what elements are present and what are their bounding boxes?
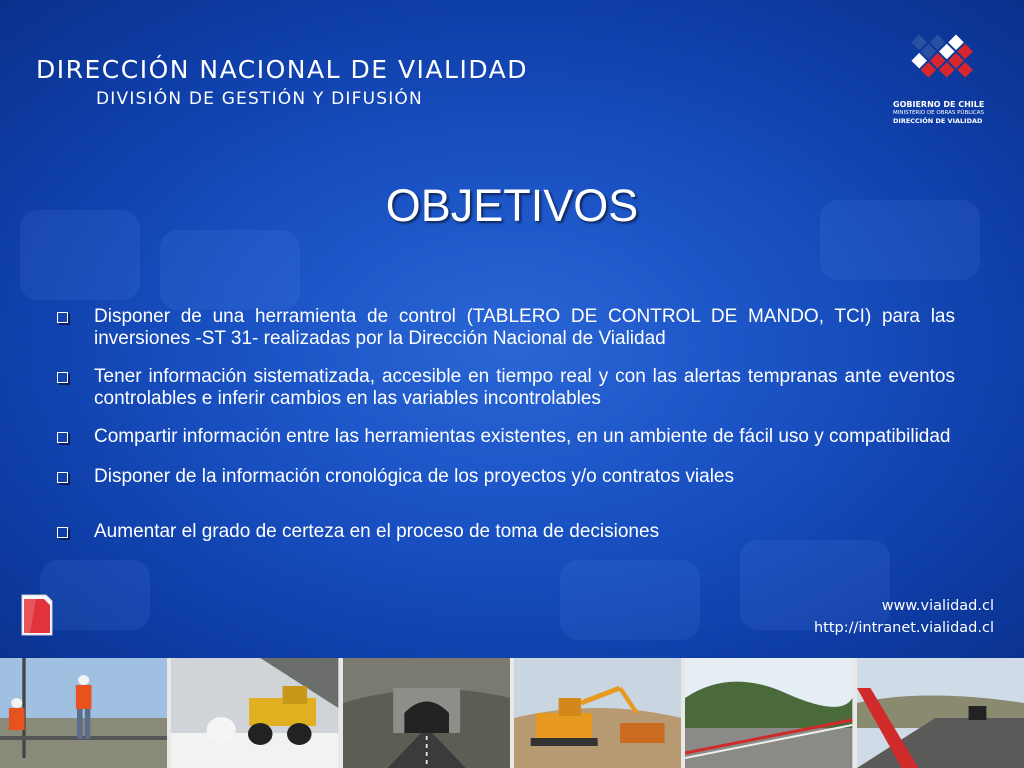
header-title: DIRECCIÓN NACIONAL DE VIALIDAD	[36, 55, 528, 84]
snow-grader-photo	[171, 658, 338, 768]
list-item	[55, 521, 955, 543]
coastal-road-photo	[685, 658, 852, 768]
construction-workers-photo	[0, 658, 167, 768]
list-item	[55, 466, 955, 488]
checkbox-bullet-icon	[57, 527, 68, 538]
checkbox-bullet-icon	[57, 432, 68, 443]
list-item-text: Compartir información entre las herramientas existentes, en un ambiente de fácil uso y compatibilidad	[94, 426, 951, 447]
list-item-text: Disponer de la información cronológica de los proyectos y/o contratos viales	[94, 466, 734, 487]
header-subtitle: DIVISIÓN DE GESTIÓN Y DIFUSIÓN	[96, 89, 423, 109]
photo-strip	[0, 658, 1024, 768]
checkbox-bullet-icon	[57, 372, 68, 383]
document-icon[interactable]	[20, 593, 54, 637]
intranet-link[interactable]: http://intranet.vialidad.cl	[813, 620, 994, 636]
bg-decoration	[160, 230, 300, 310]
list-item-text: Aumentar el grado de certeza en el proceso de toma de decisiones	[94, 521, 660, 542]
website-link[interactable]: www.vialidad.cl	[881, 598, 994, 614]
list-item	[55, 426, 955, 448]
list-item-text: Tener información sistematizada, accesible en tiempo real y con las alertas tempranas ante eventos controlables e inferir cambios en las variables incontrolables	[94, 366, 955, 409]
logo-text-ministerio: MINISTERIO DE OBRAS PÚBLICAS	[893, 110, 985, 116]
list-item-text: Disponer de una herramienta de control (TABLERO DE CONTROL DE MANDO, TCI) para las inversiones -ST 31- realizadas por la Dirección Nacional de Vialidad	[94, 306, 955, 349]
logo-text-gobierno: GOBIERNO DE CHILE	[893, 100, 985, 109]
logo-text-direccion: DIRECCIÓN DE VIALIDAD	[893, 117, 983, 125]
list-item	[55, 366, 955, 410]
bg-decoration	[40, 560, 150, 630]
slide-title: OBJETIVOS	[385, 180, 639, 231]
checkbox-bullet-icon	[57, 472, 68, 483]
list-item	[55, 306, 955, 350]
bg-decoration	[560, 560, 700, 640]
tunnel-road-photo	[343, 658, 510, 768]
bg-decoration	[740, 540, 890, 630]
highway-truck-photo	[857, 658, 1024, 768]
checkbox-bullet-icon	[57, 312, 68, 323]
excavator-photo	[514, 658, 681, 768]
objectives-list	[55, 306, 955, 543]
